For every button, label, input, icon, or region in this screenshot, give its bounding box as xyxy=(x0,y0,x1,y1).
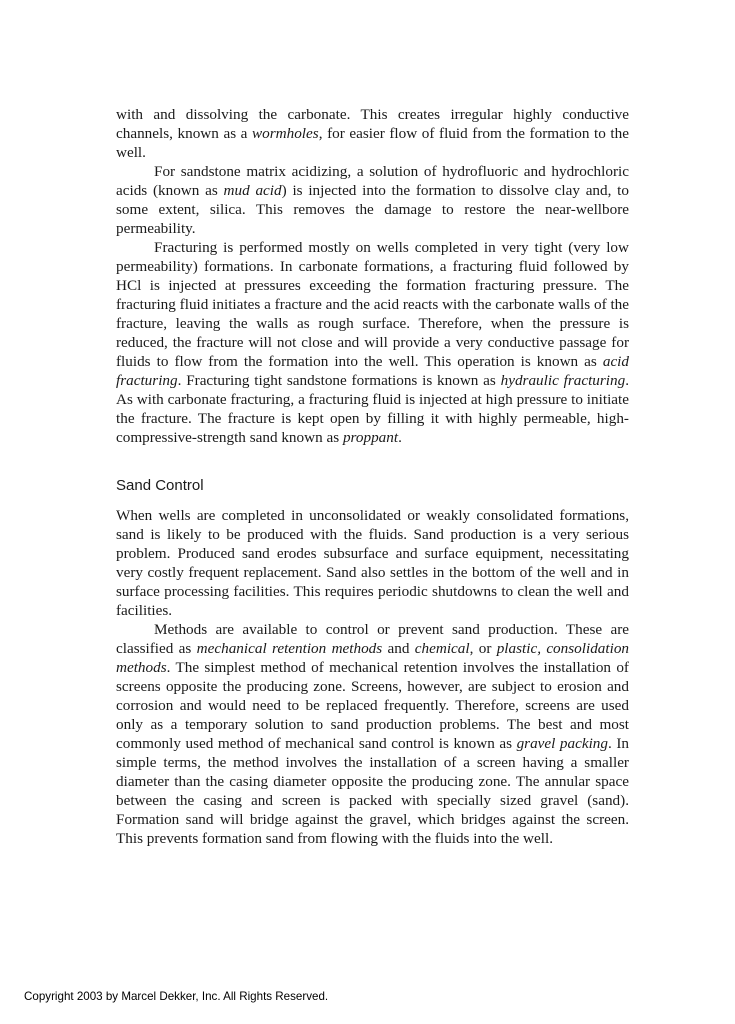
text-run: Methods are available to control or prevent sand production. These are classified as xyxy=(116,621,629,657)
text-run: and xyxy=(382,640,415,657)
section-heading-sand-control: Sand Control xyxy=(116,477,204,494)
paragraph-sand-control-methods xyxy=(116,620,629,848)
text-run: Fracturing is performed mostly on wells completed in very tight (very low permeability) formations. In carbonate formations, a fracturing fluid followed by HCl is injected at pressures exceeding the formation fracturing pressure. The fracturing fluid initiates a fracture and the acid reacts with the carbonate walls of the fracture, leaving the walls as rough surface. Therefore, when the pressure is reduced, the fracture will not close and will provide a very conductive passage for fluids to flow from the formation into the well. This operation is known as xyxy=(116,239,629,370)
paragraph-wormholes xyxy=(116,105,629,162)
text-run: ) is injected into the formation to dissolve clay and, to some extent, silica. This removes the damage to restore the near-wellbore permeability. xyxy=(116,182,629,237)
term-mud-acid: mud acid xyxy=(223,182,282,199)
page-content xyxy=(116,105,629,848)
text-run: with and dissolving the carbonate. This creates irregular highly conductive channels, known as a xyxy=(116,106,629,142)
term-mechanical-retention: mechanical retention methods xyxy=(196,640,383,657)
term-proppant: proppant xyxy=(342,429,399,446)
text-run: . In simple terms, the method involves the installation of a screen having a smaller diameter than the casing diameter opposite the producing zone. The annular space between the casing and screen is packed with specially sized gravel (sand). Formation sand will bridge against the gravel, which bridges against the screen. This prevents formation sand from flowing with the fluids into the well. xyxy=(116,735,629,847)
text-run: , for easier flow of fluid from the formation to the well. xyxy=(116,125,629,161)
text-run: , or xyxy=(469,640,497,657)
term-plastic-consolidation: plastic, consolidation methods xyxy=(116,640,630,676)
paragraph-sandstone-acidizing xyxy=(116,162,629,238)
term-gravel-packing: gravel packing xyxy=(516,735,608,752)
text-run: . xyxy=(398,429,402,446)
copyright-footer: Copyright 2003 by Marcel Dekker, Inc. All Rights Reserved. xyxy=(24,990,329,1003)
text-run: For sandstone matrix acidizing, a solution of hydrofluoric and hydrochloric acids (known as xyxy=(116,163,629,199)
paragraph-sand-production xyxy=(116,506,629,620)
term-wormholes: wormholes xyxy=(252,125,319,142)
paragraph-fracturing xyxy=(116,238,629,447)
text-run: . The simplest method of mechanical retention involves the installation of screens opposite the producing zone. Screens, however, are subject to erosion and corrosion and would need to be replaced frequently. Therefore, screens are used only as a temporary solution to sand production problems. The best and most commonly used method of mechanical sand control is known as xyxy=(116,659,629,752)
term-hydraulic-fracturing: hydraulic fracturing xyxy=(500,372,626,389)
text-run: . Fracturing tight sandstone formations is known as xyxy=(177,372,501,389)
term-acid-fracturing: acid fracturing xyxy=(116,353,629,389)
term-chemical: chemical xyxy=(414,640,470,657)
text-run: . As with carbonate fracturing, a fracturing fluid is injected at high pressure to initiate the fracture. The fracture is kept open by filling it with highly permeable, high-compressive-strength sand known as xyxy=(116,372,629,446)
text-run: When wells are completed in unconsolidated or weakly consolidated formations, sand is likely to be produced with the fluids. Sand production is a very serious problem. Produced sand erodes subsurface and surface equipment, necessitating very costly frequent replacement. Sand also settles in the bottom of the well and in surface processing facilities. This requires periodic shutdowns to clean the well and facilities. xyxy=(116,507,629,619)
